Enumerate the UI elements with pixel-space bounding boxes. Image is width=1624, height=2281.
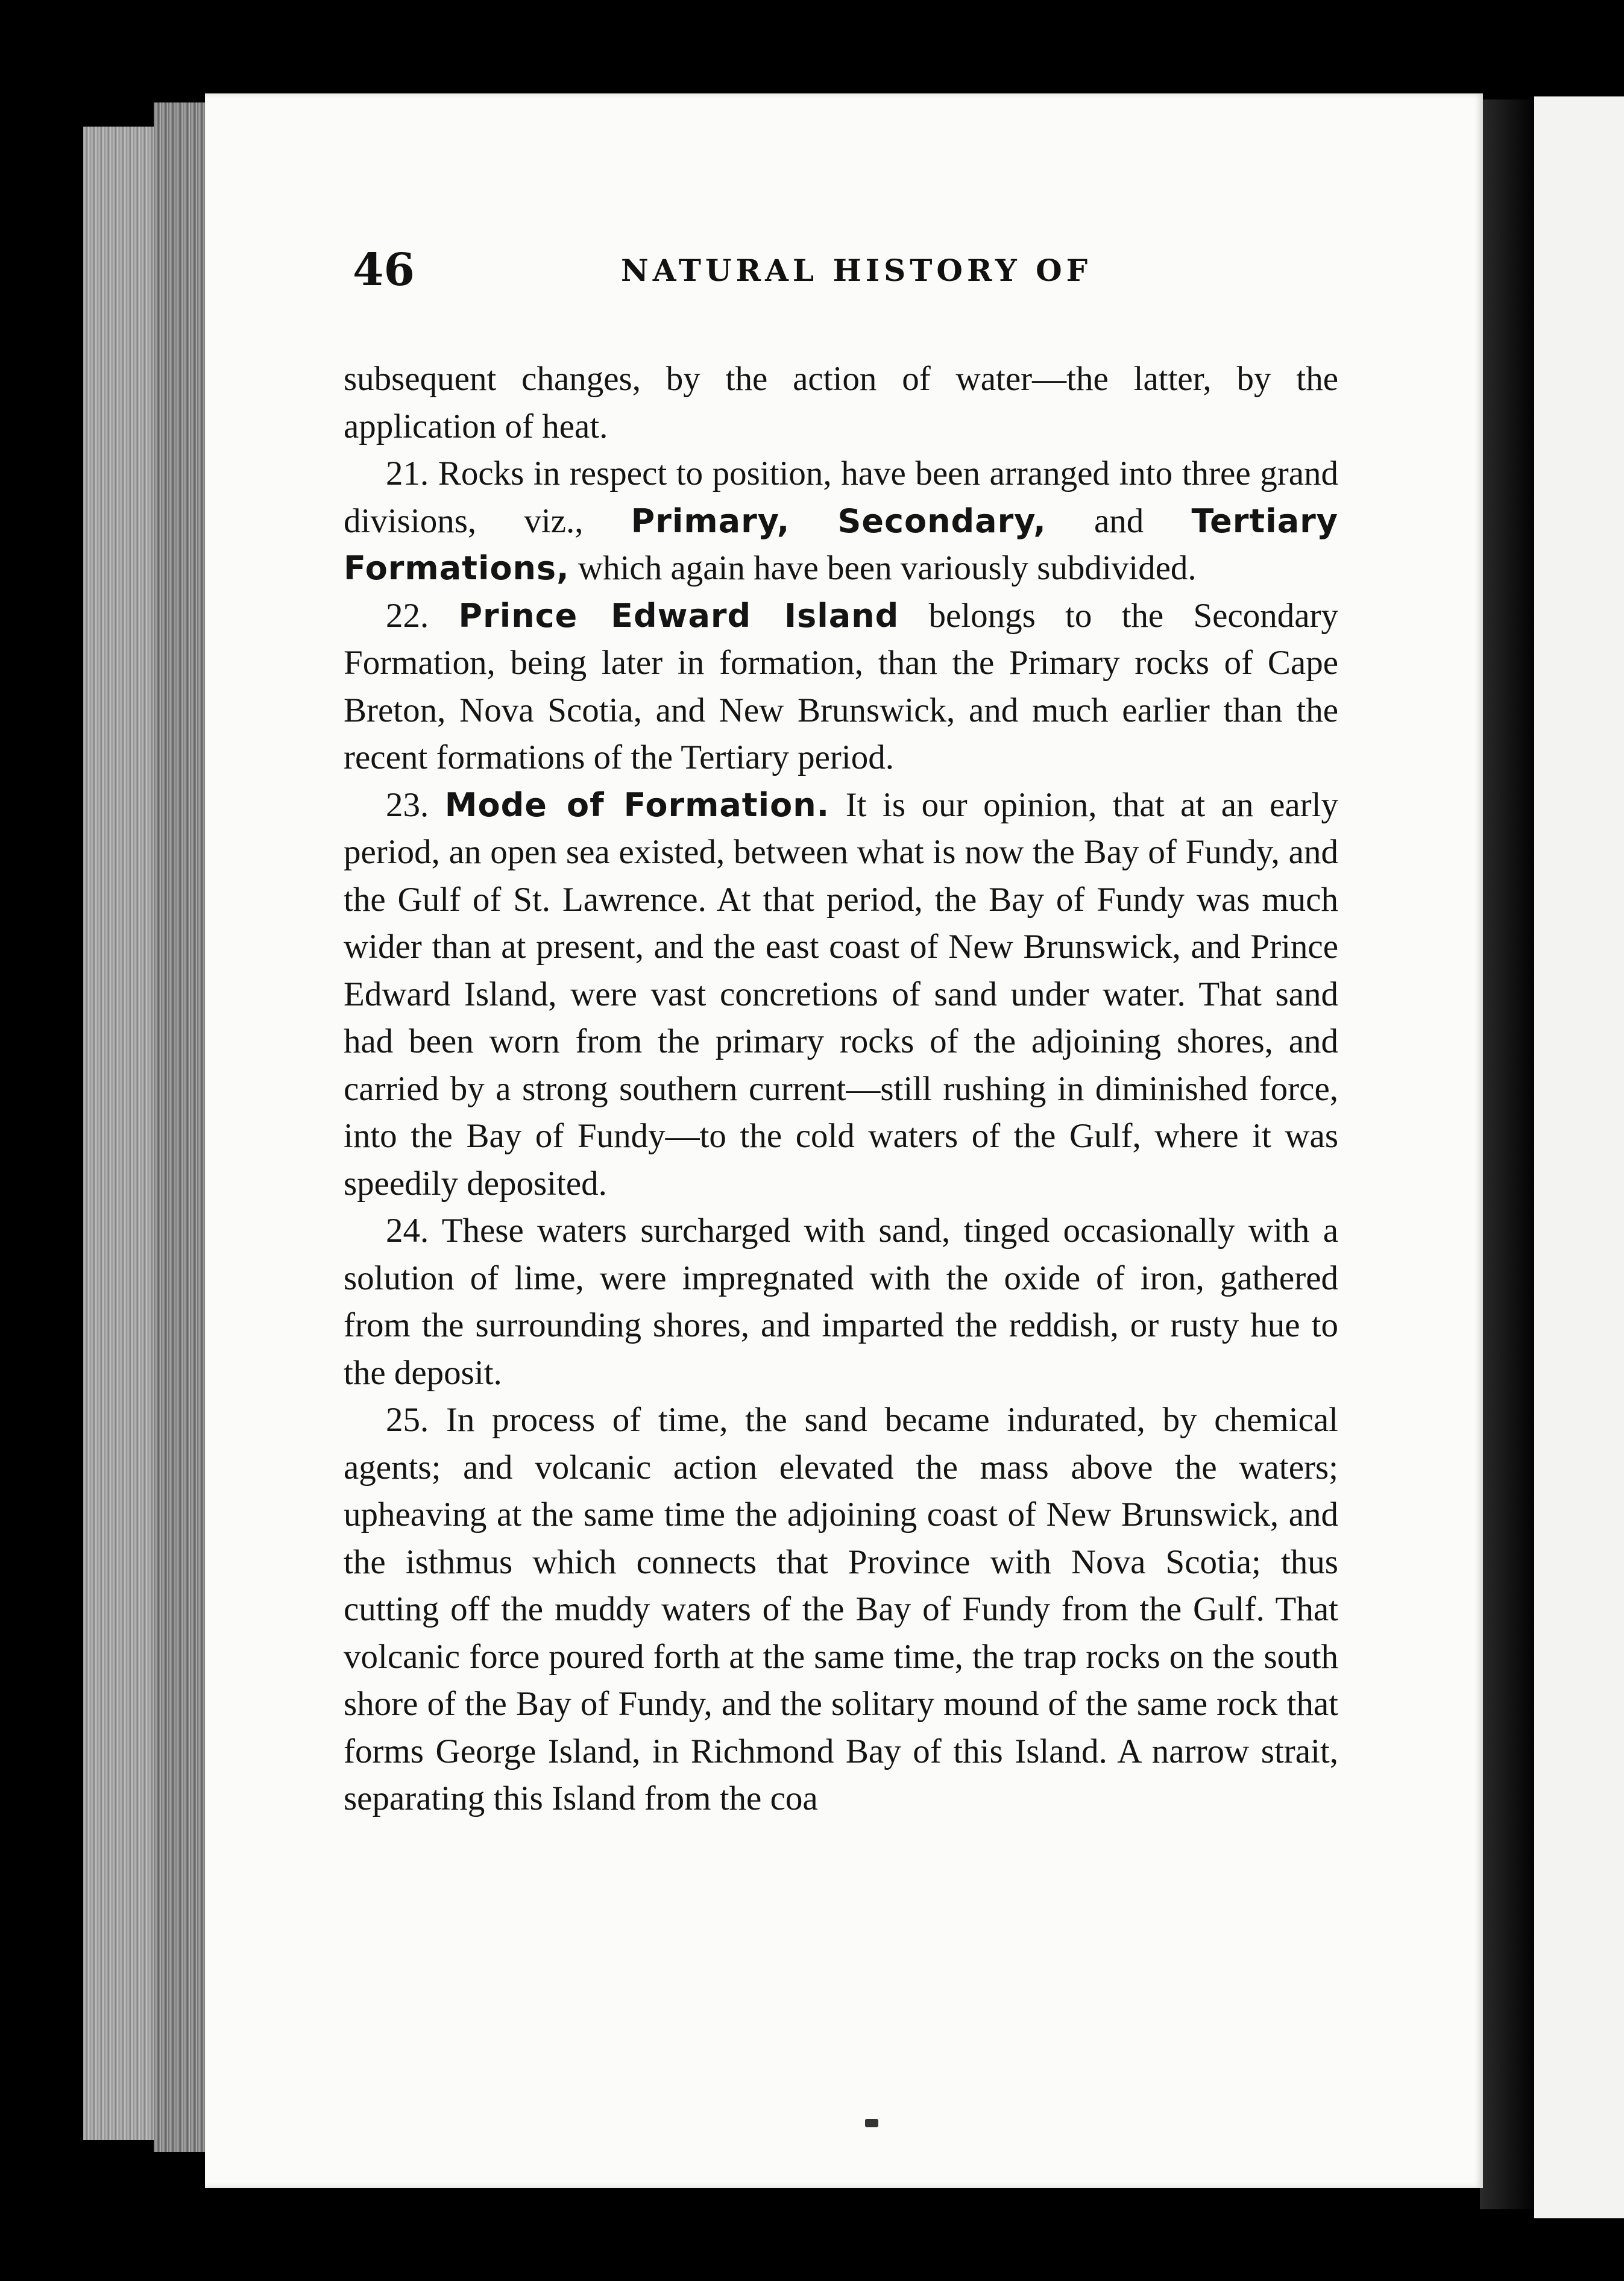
book-gutter xyxy=(1480,99,1537,2209)
page-edges-left xyxy=(83,127,156,2140)
paragraph-text: 24. These waters surcharged with sand, tinged occasionally with a solution of lime, were impregnated with the oxide of iron, gathered from the surrounding shores, and imparted the reddish, or rusty hue to the deposit. xyxy=(344,1212,1338,1392)
paragraph-text: subsequent changes, by the action of water—the latter, by the application of heat. xyxy=(344,360,1338,445)
heading-prince-edward-island: Prince Edward Island xyxy=(458,596,899,635)
print-mark xyxy=(865,2119,878,2127)
term-secondary: Secondary, xyxy=(837,502,1046,540)
page-edges-inner xyxy=(154,102,205,2152)
paragraph-text: which again have been variously subdivided. xyxy=(569,549,1197,587)
paragraph-24 xyxy=(344,1207,1338,1397)
paragraph-number: 23. xyxy=(386,785,445,824)
heading-mode-of-formation: Mode of Formation. xyxy=(444,785,830,824)
body-text xyxy=(344,356,1338,1823)
page-number: 46 xyxy=(353,244,415,296)
term-primary: Primary, xyxy=(631,502,790,540)
running-title: NATURAL HISTORY OF xyxy=(621,253,1092,288)
paragraph-number: 22. xyxy=(386,596,459,635)
paragraph-21: 21. Rocks in respect to position, have been arranged into three grand divisions, viz., Primary, Secondary, and Tertiary Formations, which again have been variously subdivided. xyxy=(344,455,1338,587)
paragraph-22 xyxy=(344,593,1338,782)
term-tertiary-formations: Tertiary Formations, xyxy=(344,502,1338,587)
paragraph-25 xyxy=(344,1397,1338,1823)
paragraph-text: 25. In process of time, the sand became indurated, by chemical agents; and volcanic action elevated the mass above the waters; upheaving at the same time the adjoining coast of New Brunswick, and the isthmus which connects that Province with Nova Scotia; thus cutting off the muddy waters of the Bay of Fundy from the Gulf. That volcanic force poured forth at the same time, the trap rocks on the south shore of the Bay of Fundy, and the solitary mound of the same rock that forms George Island, in Richmond Bay of this Island. A narrow strait, separating this Island from the coa xyxy=(344,1401,1338,1817)
paragraph-text: It is our opinion, that at an early period, an open sea existed, between what is now the Bay of Fundy, and the Gulf of St. Lawrence. At that period, the Bay of Fundy was much wider than at present, and the east coast of New Brunswick, and Prince Edward Island, were vast concretions of sand under water. That sand had been worn from the primary rocks of the adjoining shores, and carried by a strong southern current—still rushing in diminished force, into the Bay of Fundy—to the cold waters of the Gulf, where it was speedily deposited. xyxy=(344,785,1338,1203)
paragraph-continuation xyxy=(344,356,1338,450)
paragraph-text: belongs to the Secondary Formation, being later in formation, than the Primary rocks of Cape Breton, Nova Scotia, and New Brunswick, and much earlier than the recent formations of the Tertiary period. xyxy=(344,596,1339,776)
facing-page-edge xyxy=(1534,96,1624,2218)
paragraph-lead: 21. Rocks in respect to position, have been arranged into three grand divisions, viz., xyxy=(344,455,1338,540)
paragraph-23 xyxy=(344,782,1338,1208)
book-page xyxy=(205,93,1483,2188)
